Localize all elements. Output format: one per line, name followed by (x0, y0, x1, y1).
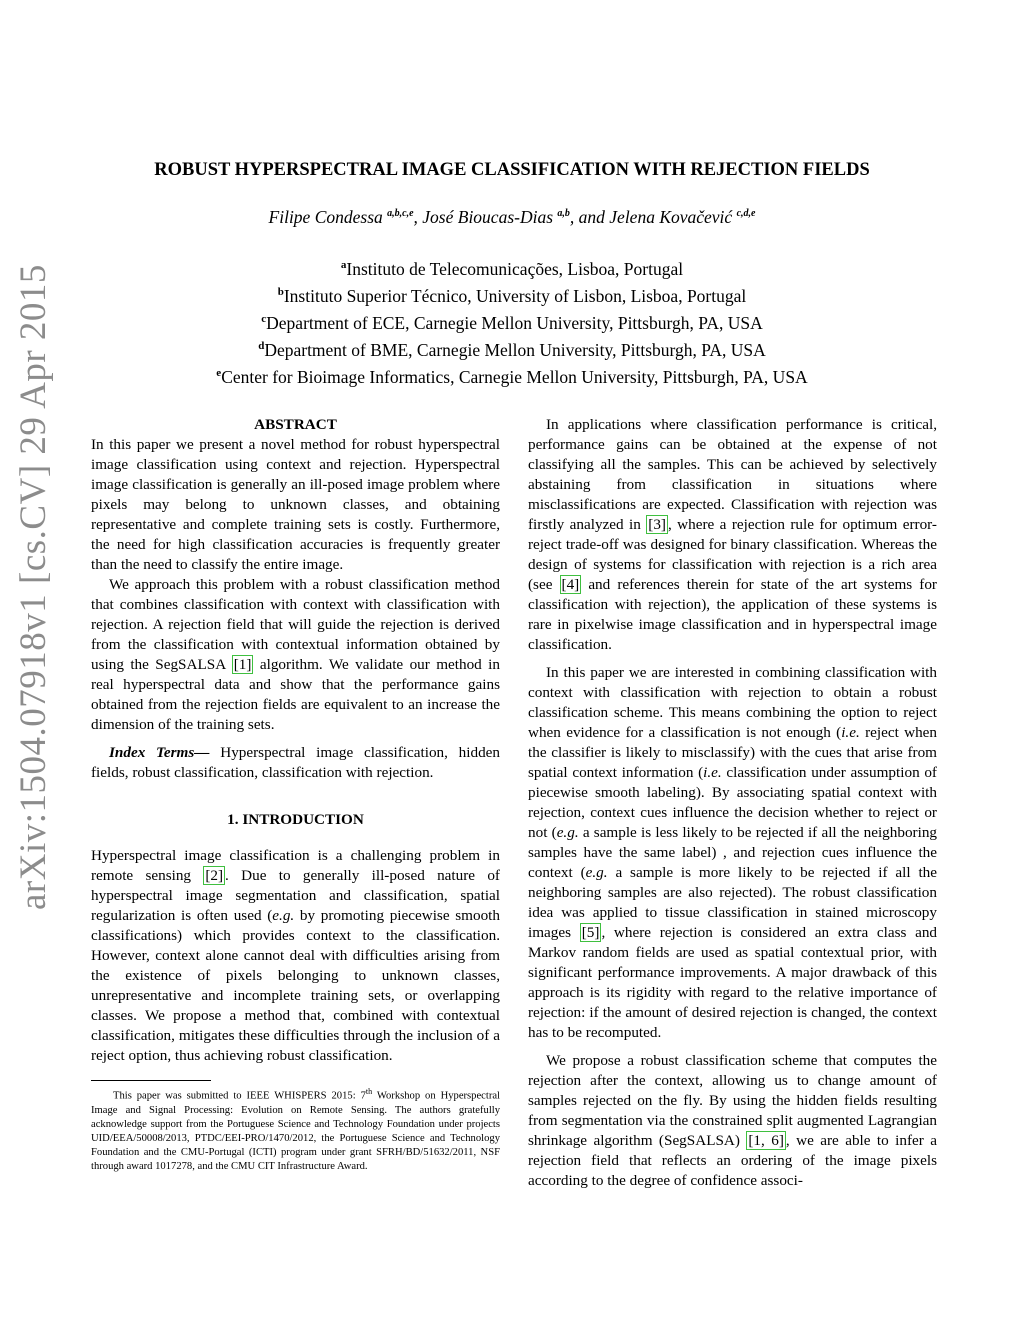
text-run: Hyperspectral image classification is a challenging problem in remote sensing (91, 847, 500, 884)
author-name: Jelena Kovačević (609, 207, 733, 227)
paper-title: ROBUST HYPERSPECTRAL IMAGE CLASSIFICATION WITH REJECTION FIELDS (154, 160, 870, 180)
text-run: , where a rejection rule for optimum error-reject trade-off was designed for binary classification. Whereas the design of systems for classification with rejection is a rich area (see (528, 516, 937, 593)
abstract-heading: ABSTRACT (254, 416, 337, 433)
text-run: In this paper we are interested in combining classification with context with classification with rejection to obtain a robust classification scheme. This means combining the option to reject when evidence for a classification is not enough ( (528, 664, 937, 741)
author-separator: , and (569, 207, 610, 227)
affiliation (0, 335, 1024, 362)
text-run: a sample is more likely to be rejected if all the neighboring samples are also rejected). The robust classification idea was applied to tissue classification in stained microscopy images (528, 864, 937, 941)
citation-link[interactable]: [5] (581, 924, 600, 941)
affiliation (0, 281, 1024, 308)
affiliation (0, 308, 1024, 335)
body-paragraph (528, 415, 937, 655)
abstract-paragraph (91, 575, 500, 735)
text-run: a sample is less likely to be rejected if all the neighboring samples have the same label) , and rejection cues influence the context ( (528, 824, 938, 881)
ordinal-suffix: th (365, 1087, 373, 1096)
author-separator: , (413, 207, 423, 227)
affiliation (0, 254, 1024, 281)
text-run: and references therein for state of the art systems for classification with rejection), the application of these systems is rare in pixelwise image classification and in hyperspectral image classification. (528, 576, 937, 653)
body-paragraph (528, 1051, 937, 1191)
text-run: , we are able to infer a rejection field that reflects an ordering of the image pixels according to the degree of confidence associ- (528, 1132, 937, 1189)
text-run: by promoting piecewise smooth classifications) which provides context to the classification. However, context alone cannot deal with difficulties arising from the existence of pixels belonging to unknown classes, unrepresentative and incomplete training sets, or overlapping classes. We propose a method that, combined with contextual classification, mitigates these difficulties through the inclusion of a reject option, thus achieving robust classification. (91, 907, 500, 1064)
text-run: classification under assumption of piecewise smooth labeling). By associating spatial context with rejection, context cues influence the decision whether to reject or not ( (528, 764, 937, 841)
text-run: We approach this problem with a robust classification method that combines classification with context with classification with rejection. A rejection field that will guide the rejection is derived from the classification with contextual information obtained by using the SegSALSA (91, 576, 500, 673)
text-run: algorithm. We validate our method in real hyperspectral data and show that the performance gains obtained from the rejection fields are equivalent to an increase the dimension of the training sets. (91, 656, 500, 733)
author-affil-marks: c,d,e (736, 208, 756, 220)
text-run: e.g. (585, 864, 608, 881)
text-run: e.g. (272, 907, 295, 924)
affiliation-mark: e (216, 367, 222, 380)
affiliation-text: Instituto de Telecomunicações, Lisboa, Portugal (346, 258, 684, 279)
text-run: Workshop on Hyperspectral Image and Signal Processing: Evolution on Remote Sensing. The authors gratefully acknowledge support from the Portuguese Science and Technology Foundation under projects UID/EEA/50008/2013, PTDC/EEI-PRO/1470/2012, the Portuguese Science and Technology Foundation and the CMU-Portugal (ICTI) program under grant SFRH/BD/51632/2011, NSF through award 1017278, and the CMU CIT Infrastructure Award. (91, 1090, 500, 1172)
author-name: José Bioucas-Dias (422, 207, 554, 227)
footnote-divider (91, 1080, 211, 1081)
affiliation-text: Department of BME, Carnegie Mellon University, Pittsburgh, PA, USA (264, 339, 766, 360)
affiliation-mark: a (340, 259, 347, 271)
affiliation-text: Center for Bioimage Informatics, Carnegie Mellon University, Pittsburgh, PA, USA (221, 366, 808, 387)
affiliation-mark: d (258, 340, 265, 353)
text-run: reject when the classifier is likely to misclassify) with the cues that arise from spatial context information ( (528, 724, 937, 781)
citation-link[interactable]: [2] (205, 867, 224, 884)
author-name: Filipe Condessa (268, 207, 383, 227)
left-column (91, 415, 500, 1174)
text-run: e.g. (556, 824, 579, 841)
index-terms (91, 743, 500, 783)
text-run: In applications where classification performance is critical, performance gains can be obtained at the expense of not classifying all the samples. This can be achieved by selectively abstaining from classification in situations where misclassifications are expected. Classification with rejection was firstly analyzed in (528, 416, 937, 533)
affiliation-text: Instituto Superior Técnico, University of Lisbon, Lisboa, Portugal (283, 285, 747, 306)
body-paragraph (528, 663, 937, 1043)
index-terms-text: Hyperspectral image classification, hidden fields, robust classification, classification with rejection. (91, 744, 501, 781)
index-terms-label: Index Terms— (109, 744, 210, 761)
citation-link[interactable]: [1] (233, 656, 252, 673)
affiliation-text: Department of ECE, Carnegie Mellon University, Pittsburgh, PA, USA (266, 312, 763, 333)
affiliation (0, 362, 1024, 389)
arxiv-identifier: arXiv:1504.07918v1 [cs.CV] 29 Apr 2015 (13, 264, 54, 910)
text-run: i.e. (841, 724, 860, 741)
text-run: We propose a robust classification scheme that computes the rejection after the context, allowing us to change amount of samples rejected on the fly. By using the hidden fields resulting from segmentation via the constrained split augmented Lagrangian shrinkage algorithm (SegSALSA) (528, 1052, 937, 1149)
abstract-paragraph: In this paper we present a novel method for robust hyperspectral image classification using context and rejection. Hyperspectral image classification is generally an ill-posed image problem where pixels may belong to unknown classes, and obtaining representative and complete training sets is costly. Furthermore, the need for high classification accuracies is frequently greater than the need to classify the entire image. (91, 436, 500, 573)
citation-link[interactable]: [3] (648, 516, 666, 533)
intro-paragraph (91, 846, 500, 1066)
text-run: This paper was submitted to IEEE WHISPERS 2015: 7 (113, 1090, 366, 1102)
affiliation-mark: b (277, 286, 284, 299)
author-affil-marks: a,b (557, 208, 570, 220)
introduction-heading: 1. INTRODUCTION (227, 811, 364, 828)
text-run: i.e. (703, 764, 722, 781)
citation-link[interactable]: [4] (561, 576, 580, 593)
author-list (0, 207, 1024, 228)
citation-link[interactable]: [1, 6] (748, 1132, 784, 1149)
text-run: . Due to generally ill-posed nature of hyperspectral image segmentation and classification, spatial regularization is often used ( (91, 867, 500, 924)
footnote (91, 1085, 500, 1174)
right-column (528, 415, 937, 1191)
affiliation-mark: c (261, 313, 267, 326)
text-run: , where rejection is considered an extra class and Markov random fields are used as spatial contextual prior, with significant performance improvements. A major drawback of this approach is its rigidity with regard to the relative importance of rejection: if the amount of desired rejection is changed, the context has to be recomputed. (528, 924, 938, 1041)
author-affil-marks: a,b,c,e (387, 208, 414, 220)
affiliation-list (0, 254, 1024, 389)
